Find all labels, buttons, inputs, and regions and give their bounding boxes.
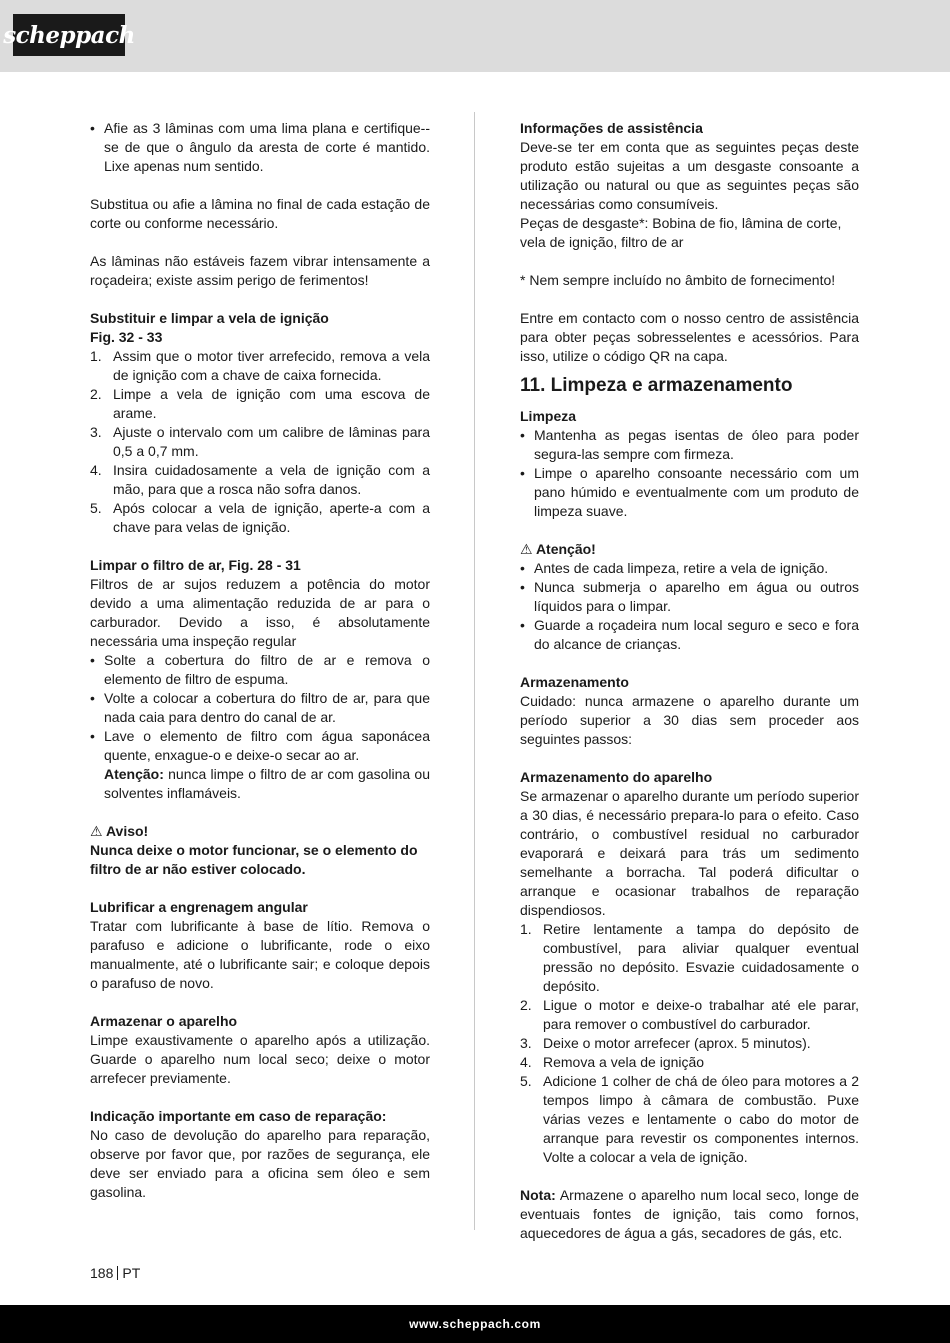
list-item: • Mantenha as pegas isentas de óleo para poder segura-las sempre com firmeza.: [520, 426, 859, 464]
attention-bullet-list: [520, 559, 859, 654]
list-item: • Limpe o aparelho consoante necessário com um pano húmido e eventualmente com um produto de limpeza suave.: [520, 464, 859, 521]
paragraph: Filtros de ar sujos reduzem a potência do motor devido a uma alimentação reduzida de ar para o carburador. Devido a isso, é absolutamente necessária uma inspeção regular: [90, 576, 430, 649]
list-item: • Guarde a roçadeira num local seguro e seco e fora do alcance de crianças.: [520, 616, 859, 654]
list-item: 2. Ligue o motor e deixe-o trabalhar até ele parar, para remover o combustível do carburador.: [520, 997, 859, 1032]
page-header: [0, 0, 950, 72]
sharpen-bullet-list: [90, 119, 430, 176]
section-heading: Limpeza: [520, 408, 577, 424]
section-heading: Indicação importante em caso de reparação:: [90, 1108, 387, 1124]
list-item: 3. Ajuste o intervalo com um calibre de lâminas para 0,5 a 0,7 mm.: [90, 424, 430, 459]
list-item: 4. Insira cuidadosamente a vela de ignição com a mão, para que a rosca não sofra danos.: [90, 462, 430, 497]
list-item: 3. Deixe o motor arrefecer (aprox. 5 minutos).: [520, 1035, 811, 1051]
air-filter-bullet-list: [90, 651, 430, 803]
note-paragraph: Nota: Armazene o aparelho num local seco, longe de eventuais fontes de ignição, tais como fornos, aquecedores de água a gás, secadores de gás, etc.: [520, 1187, 859, 1241]
list-item: • Solte a cobertura do filtro de ar e remova o elemento de filtro de espuma.: [90, 651, 430, 689]
spark-plug-steps: [90, 347, 430, 537]
list-item: • Antes de cada limpeza, retire a vela de ignição.: [520, 559, 859, 578]
list-item: 5. Após colocar a vela de ignição, aperte-a com a chave para velas de ignição.: [90, 500, 430, 535]
list-item: 4. Remova a vela de ignição: [520, 1054, 705, 1070]
paragraph: Cuidado: nunca armazene o aparelho durante um período superior a 30 dias sem proceder aos seguintes passos:: [520, 693, 859, 747]
section-heading: Substituir e limpar a vela de ignição: [90, 310, 329, 326]
warning-icon: ⚠: [520, 541, 533, 557]
section-heading: Armazenamento do aparelho: [520, 769, 713, 785]
paragraph: Limpe exaustivamente o aparelho após a utilização. Guarde o aparelho num local seco; deixe o motor arrefecer previamente.: [90, 1032, 430, 1086]
chapter-title: 11. Limpeza e armazenamento: [520, 375, 793, 396]
paragraph: Tratar com lubrificante à base de lítio. Remova o parafuso e adicione o lubrificante, rode o eixo manualmente, até o lubrificante sair; e coloque depois o parafuso de novo.: [90, 918, 430, 991]
cleaning-bullet-list: [520, 426, 859, 521]
paragraph: No caso de devolução do aparelho para reparação, observe por favor que, por razões de segurança, ele deve ser enviado para a oficina sem óleo e sem gasolina.: [90, 1127, 430, 1200]
storage-steps: [520, 920, 859, 1167]
warning-heading: ⚠ Aviso!: [90, 823, 149, 839]
section-heading: Informações de assistência: [520, 120, 703, 136]
paragraph: Se armazenar o aparelho durante um período superior a 30 dias, é necessário prepara-lo para o efeito. Caso contrário, o combustível residual no carburador evaporará e deixará para trás um sedimento semelhante a borracha. Tal poderá dificultar o arranque e ocasionar trabalhos de reparação dispendiosos.: [520, 788, 859, 918]
list-item: 1. Retire lentamente a tampa do depósito de combustível, para aliviar qualquer eventual pressão no depósito. Esvazie cuidadosamente o depósito.: [520, 921, 859, 994]
section-heading: Armazenar o aparelho: [90, 1013, 238, 1029]
list-item: 2. Limpe a vela de ignição com uma escova de arame.: [90, 386, 430, 421]
footer-url[interactable]: www.scheppach.com: [409, 1316, 541, 1331]
page-number: 188 PT: [90, 1265, 141, 1281]
right-column: [520, 119, 859, 1243]
paragraph: Substitua ou afie a lâmina no final de cada estação de corte ou conforme necessário.: [90, 196, 430, 231]
figure-reference: Fig. 32 - 33: [90, 329, 163, 345]
list-item: • Afie as 3 lâminas com uma lima plana e certifique--se de que o ângulo da aresta de corte é mantido. Lixe apenas num sentido.: [90, 119, 430, 176]
left-column: [90, 119, 430, 1202]
paragraph: As lâminas não estáveis fazem vibrar intensamente a roçadeira; existe assim perigo de ferimentos!: [90, 253, 430, 288]
brand-logo: scheppach: [13, 14, 125, 56]
section-heading: Lubrificar a engrenagem angular: [90, 899, 308, 915]
page-footer: [0, 1305, 950, 1343]
paragraph: Peças de desgaste*: Bobina de fio, lâmina de corte, vela de ignição, filtro de ar: [520, 215, 842, 250]
list-item: • Lave o elemento de filtro com água saponácea quente, enxague-o e deixe-o secar ao ar. Atenção: nunca limpe o filtro de ar com gasolina ou solventes inflamáveis.: [90, 727, 430, 803]
list-item: • Volte a colocar a cobertura do filtro de ar, para que nada caia para dentro do canal de ar.: [90, 689, 430, 727]
list-item: 5. Adicione 1 colher de chá de óleo para motores a 2 tempos limpo à câmara de combustão. Puxe várias vezes e lentamente o cabo do motor de arranque para revestir os componentes internos. Volte a colocar a vela de ignição.: [520, 1073, 859, 1165]
paragraph: Deve-se ter em conta que as seguintes peças deste produto estão sujeitas a um desgaste consoante a utilização ou natural ou que as seguintes peças são necessárias como consumíveis.: [520, 139, 859, 212]
section-heading: Limpar o filtro de ar, Fig. 28 - 31: [90, 557, 301, 573]
list-item: 1. Assim que o motor tiver arrefecido, remova a vela de ignição com a chave de caixa fornecida.: [90, 348, 430, 383]
attention-label: Atenção:: [104, 766, 164, 782]
footnote: * Nem sempre incluído no âmbito de fornecimento!: [520, 272, 836, 288]
warning-text: Nunca deixe o motor funcionar, se o elemento do filtro de ar não estiver colocado.: [90, 842, 418, 877]
warning-icon: ⚠: [90, 823, 103, 839]
note-label: Nota:: [520, 1187, 556, 1203]
attention-heading: ⚠ Atenção!: [520, 541, 596, 557]
section-heading: Armazenamento: [520, 674, 629, 690]
list-item: • Nunca submerja o aparelho em água ou outros líquidos para o limpar.: [520, 578, 859, 616]
column-divider: [474, 112, 475, 1230]
paragraph: Entre em contacto com o nosso centro de assistência para obter peças sobresselentes e acessórios. Para isso, utilize o código QR na capa.: [520, 310, 859, 364]
